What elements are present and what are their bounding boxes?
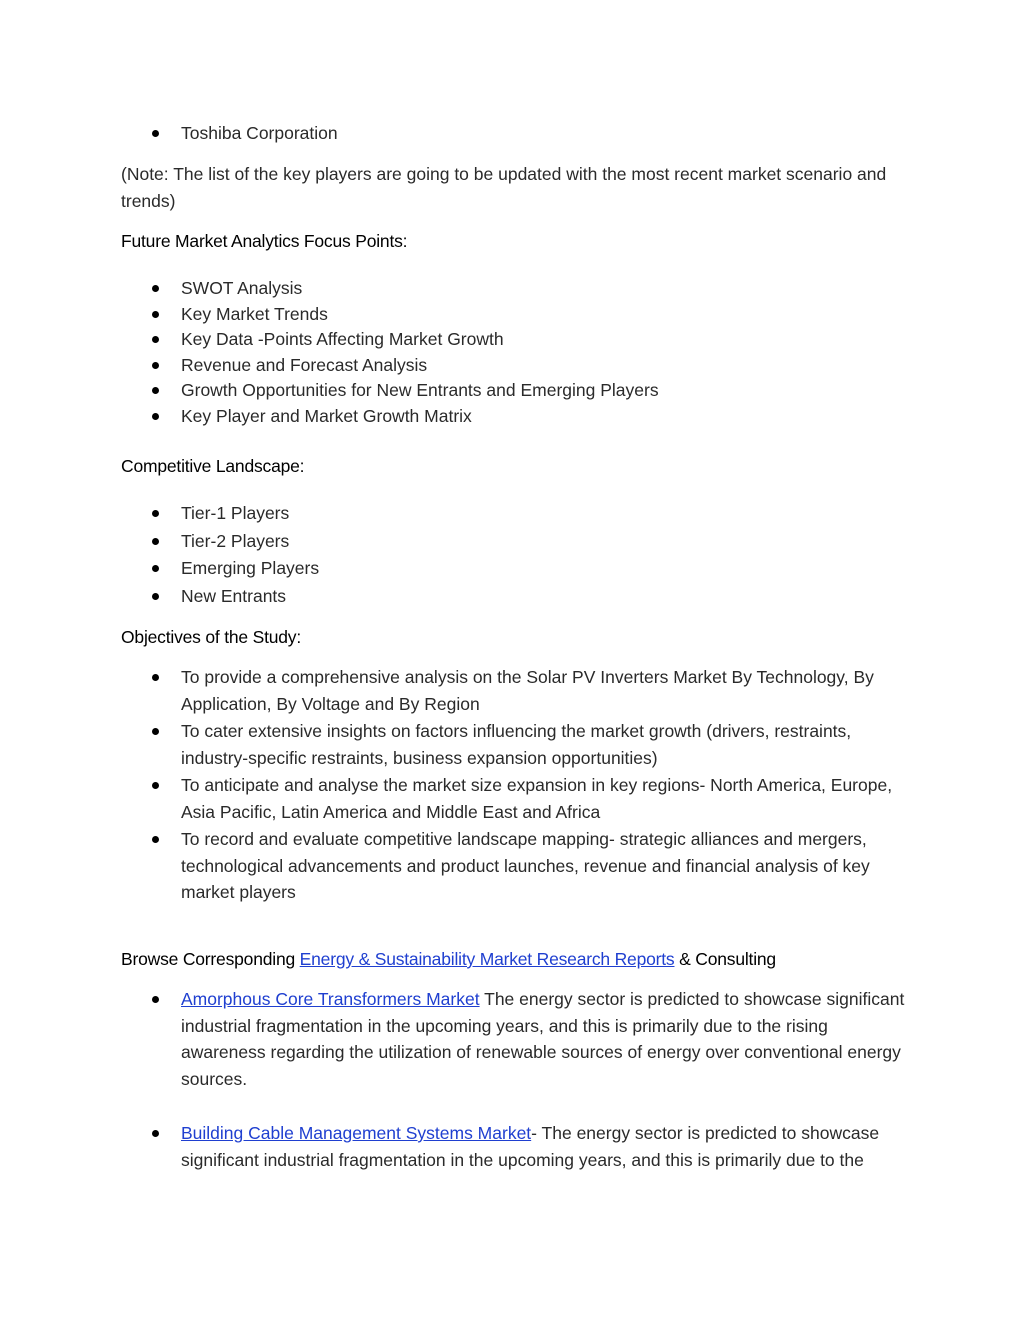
list-item: [121, 302, 911, 328]
browse-list: [121, 986, 911, 1173]
browse-heading-suffix: & Consulting: [674, 949, 776, 969]
bullet-icon: [152, 782, 159, 789]
bullet-icon: [152, 510, 159, 517]
bullet-icon: [152, 130, 159, 137]
note-paragraph: (Note: The list of the key players are going to be updated with the most recent market scenario and trends): [121, 164, 887, 211]
bullet-icon: [152, 565, 159, 572]
list-item-text: Key Market Trends: [181, 303, 328, 324]
objectives-list: [121, 664, 911, 907]
list-item: [121, 121, 911, 147]
list-item: [121, 528, 911, 556]
list-item-text: To provide a comprehensive analysis on the Solar PV Inverters Market By Technology, By Application, By Voltage and By Region: [181, 667, 874, 714]
list-item: [121, 664, 911, 717]
bullet-icon: [152, 362, 159, 369]
bullet-icon: [152, 311, 159, 318]
bullet-icon: [152, 413, 159, 420]
bullet-icon: [152, 538, 159, 545]
list-item-text: To anticipate and analyse the market size expansion in key regions- North America, Europe, Asia Pacific, Latin America and Middle East and Africa: [181, 775, 893, 822]
browse-heading-prefix: Browse Corresponding: [121, 949, 300, 969]
list-item-text: To cater extensive insights on factors influencing the market growth (drivers, restraints, industry-specific restraints, business expansion opportunities): [181, 721, 852, 768]
list-item: [121, 276, 911, 302]
list-item-text: New Entrants: [181, 585, 287, 606]
list-item: [121, 826, 911, 906]
objectives-heading: Objectives of the Study:: [121, 627, 302, 647]
list-item-text: To record and evaluate competitive landscape mapping- strategic alliances and mergers, technological advancements and product launches, revenue and financial analysis of key market players: [181, 829, 870, 902]
browse-heading: [121, 946, 776, 972]
focus-points-list: [121, 276, 911, 430]
list-item: [121, 583, 911, 611]
list-item-text: Revenue and Forecast Analysis: [181, 354, 428, 375]
list-item-text: Key Data -Points Affecting Market Growth: [181, 329, 504, 350]
focus-points-heading: Future Market Analytics Focus Points:: [121, 231, 408, 251]
list-item: [121, 1120, 911, 1173]
list-item: [121, 555, 911, 583]
bullet-icon: [152, 336, 159, 343]
list-item-text: - The energy sector is predicted to showcase significant industrial fragmentation in the upcoming years, and this is primarily due to the: [181, 1123, 880, 1170]
list-item-text: Tier-2 Players: [181, 530, 290, 551]
building-cable-management-link[interactable]: Building Cable Management Systems Market: [181, 1123, 532, 1143]
list-item: [121, 986, 911, 1092]
list-item-text: Tier-1 Players: [181, 503, 290, 523]
bullet-icon: [152, 728, 159, 735]
list-item: [121, 378, 911, 404]
list-item-text: Toshiba Corporation: [181, 123, 338, 143]
bullet-icon: [152, 1130, 159, 1137]
list-item: [121, 404, 911, 430]
list-item-text: Growth Opportunities for New Entrants and Emerging Players: [181, 380, 659, 401]
amorphous-core-transformers-link[interactable]: Amorphous Core Transformers Market: [181, 989, 480, 1009]
list-item: [121, 353, 911, 379]
list-item: [121, 500, 911, 528]
bullet-icon: [152, 674, 159, 681]
list-item: [121, 327, 911, 353]
list-item-text: The energy sector is predicted to showcase significant industrial fragmentation in the upcoming years, and this is primarily due to the rising awareness regarding the utilization of renewable sources of energy over conventional energy sources.: [181, 989, 905, 1089]
list-item-text: SWOT Analysis: [181, 278, 303, 298]
bullet-icon: [152, 996, 159, 1003]
list-item: [121, 718, 911, 771]
bullet-icon: [152, 593, 159, 600]
list-item-text: Emerging Players: [181, 558, 320, 578]
key-players-list: [121, 121, 911, 147]
list-item-text: Key Player and Market Growth Matrix: [181, 405, 472, 426]
list-item: [121, 772, 911, 825]
energy-reports-link[interactable]: Energy & Sustainability Market Research Reports: [299, 949, 675, 969]
competitive-landscape-heading: Competitive Landscape:: [121, 456, 305, 476]
bullet-icon: [152, 285, 159, 292]
bullet-icon: [152, 387, 159, 394]
bullet-icon: [152, 836, 159, 843]
competitive-landscape-list: [121, 500, 911, 610]
